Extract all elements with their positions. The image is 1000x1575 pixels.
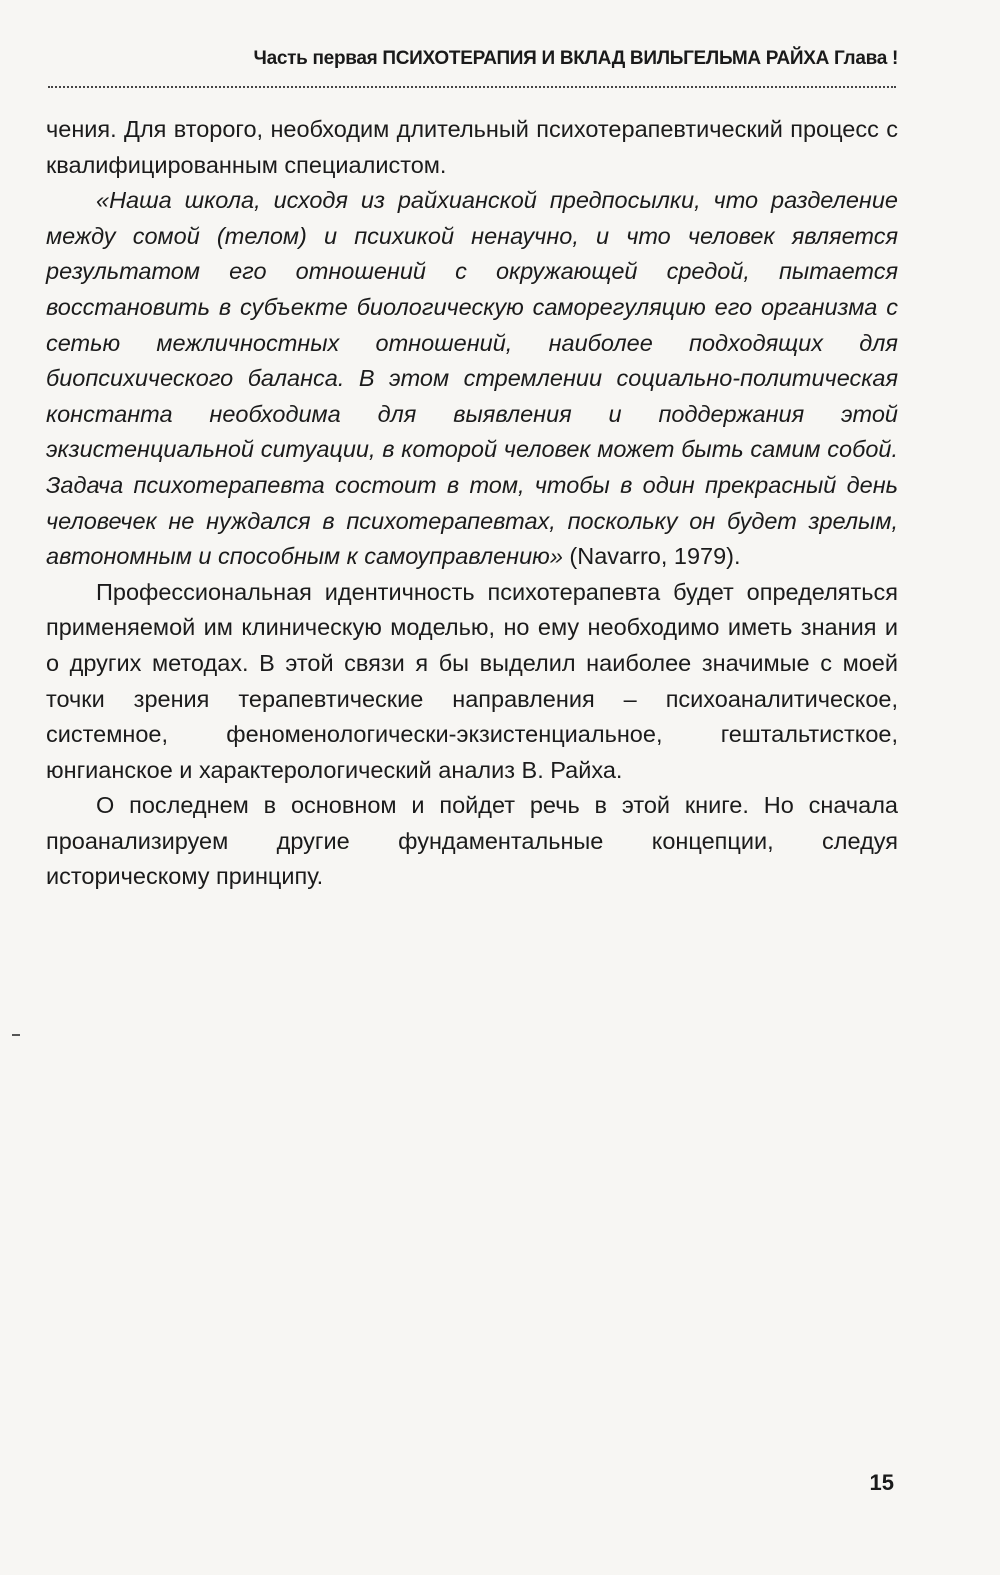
paragraph-continuation: чения. Для второго, необходим длительный психотерапевтический процесс с квалифицированным специалистом. — [46, 116, 898, 178]
quote-italic: «Наша школа, исходя из райхианской предпосылки, что разделение между сомой (телом) и психикой ненаучно, и что человек является результатом его отношений с окружающей средой, пытается восстановить в субъекте биологическую саморегуляцию его организма с сетью межличностных отношений, наиболее подходящих для биопсихического баланса. В этом стремлении социально-политическая константа необходима для выявления и поддержания этой экзистенциальной ситуации, в которой человек может быть самим собой. Задача психотерапевта состоит в том, чтобы в один прекрасный день человечек не нуждался в психотерапевтах, поскольку он будет зрелым, автономным и способным к самоуправлению» — [46, 187, 898, 570]
page-number: 15 — [869, 1470, 894, 1495]
main-text — [46, 112, 898, 895]
quote-citation: (Navarro, 1979). — [562, 543, 741, 570]
paragraph-last: О последнем в основном и пойдет речь в этой книге. Но сначала проанализируем другие фундаментальные концепции, следуя историческому принципу. — [46, 792, 898, 890]
margin-dash-mark — [12, 1034, 20, 1036]
quote-paragraph — [46, 183, 898, 575]
running-head: Часть первая ПСИХОТЕРАПИЯ И ВКЛАД ВИЛЬГЕЛЬМА РАЙХА Глава ! — [253, 48, 898, 69]
paragraph-professional-identity: Профессиональная идентичность психотерапевта будет определяться применяемой им клиническую моделью, но ему необходимо иметь знания и о других методах. В этой связи я бы выделил наиболее значимые с моей точки зрения терапевтические направления – психоаналитическое, системное, феноменологически-экзистенциальное, гештальтисткое, юнгианское и характерологический анализ В. Райха. — [46, 578, 898, 783]
header-dotted-rule — [48, 86, 896, 88]
